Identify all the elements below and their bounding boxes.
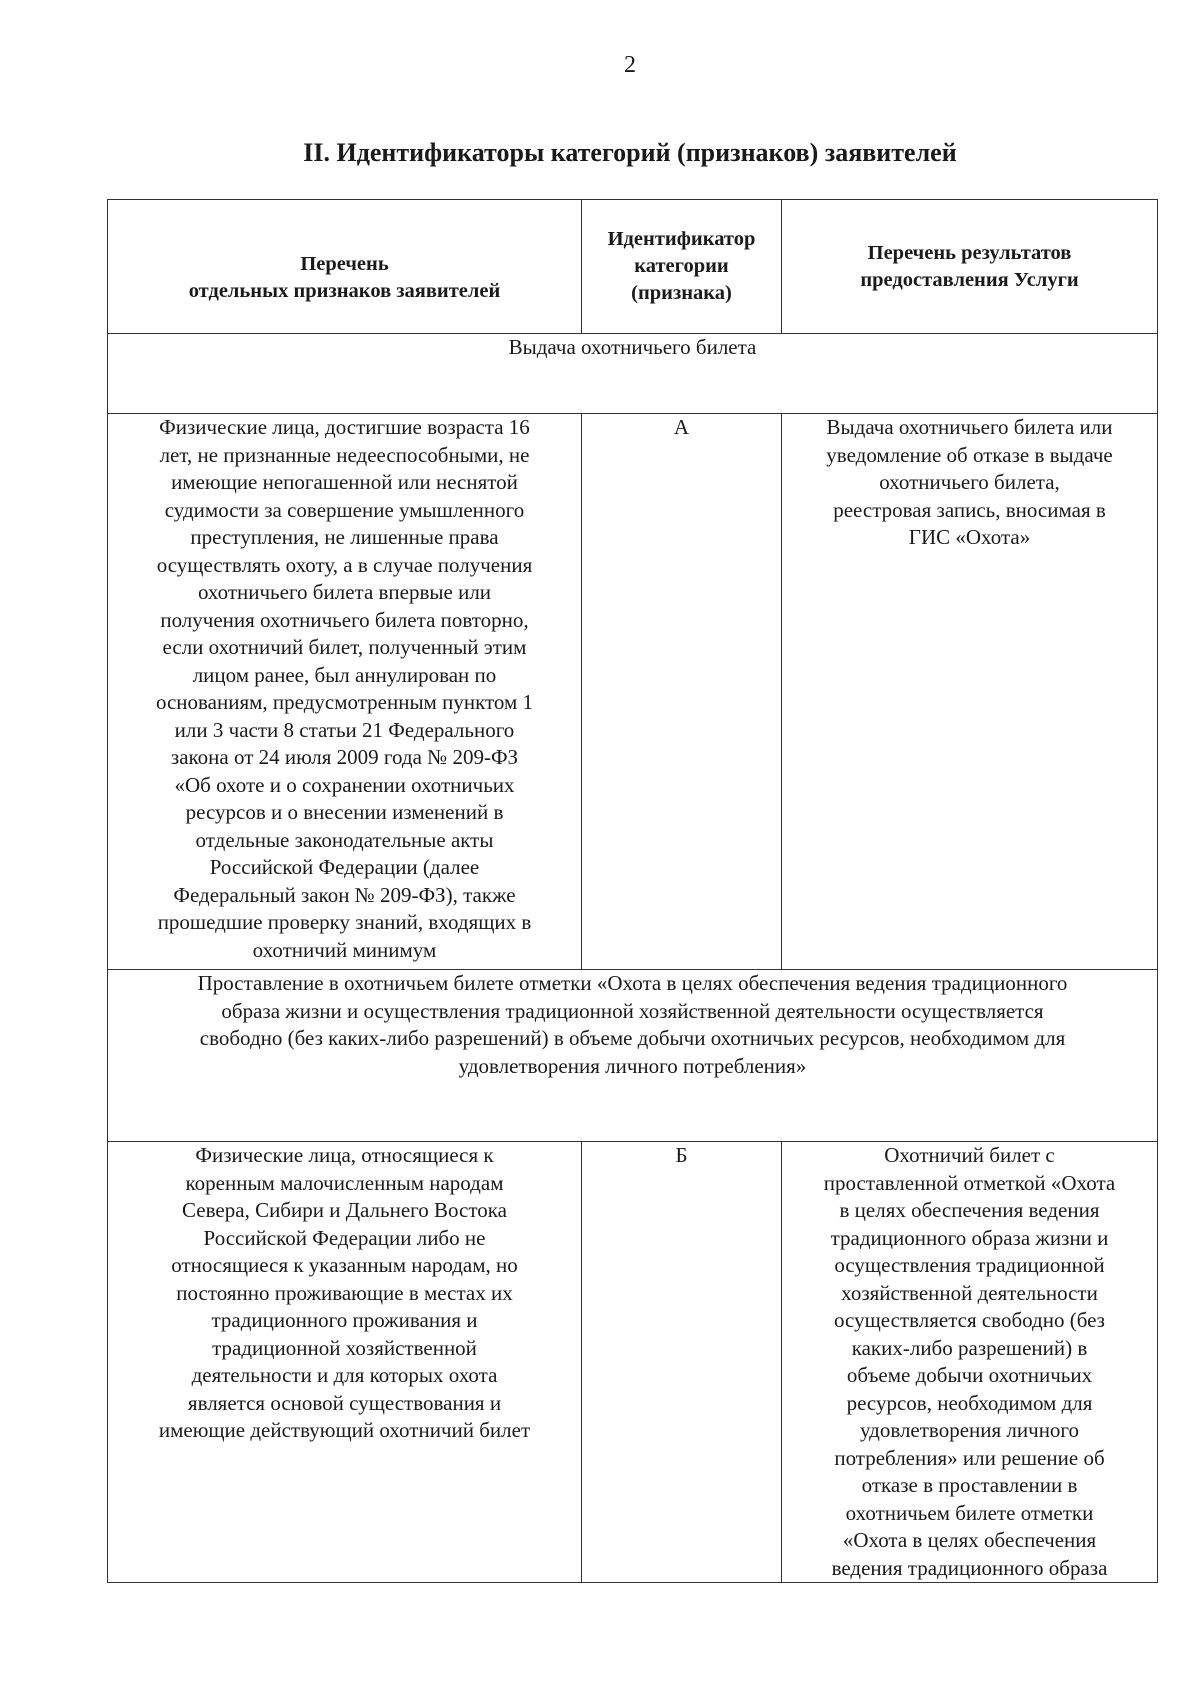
header-applicant-criteria: Перечень отдельных признаков заявителей — [108, 200, 582, 334]
service-result-cell: Охотничий билет с проставленной отметкой «Охота в целях обеспечения ведения традиционного образа жизни и осуществления традиционной хозяйственной деятельности осуществляется свободно (без каких-либо разрешений) в объеме добычи охотничьих ресурсов, необходимом для удовлетворения личного потребления» или решение об отказе в проставлении в охотничьем билете отметки «Охота в целях обеспечения ведения традиционного образа — [782, 1142, 1158, 1583]
category-id-cell: А — [582, 414, 782, 970]
category-id-cell: Б — [582, 1142, 782, 1583]
header-category-id: Идентификатор категории (признака) — [582, 200, 782, 334]
applicant-criteria-cell: Физические лица, относящиеся к коренным малочисленным народам Севера, Сибири и Дальнего Востока Российской Федерации либо не относящиеся к указанным народам, но постоянно проживающие в местах их традиционного проживания и традиционной хозяйственной деятельности и для которых охота является основой существования и имеющие действующий охотничий билет — [108, 1142, 582, 1583]
header-service-results: Перечень результатов предоставления Услуги — [782, 200, 1158, 334]
table-row — [108, 414, 1158, 970]
page-number: 2 — [624, 52, 636, 78]
section-row-traditional-hunting-mark — [108, 970, 1158, 1142]
applicant-criteria-cell: Физические лица, достигшие возраста 16 лет, не признанные недееспособными, не имеющие непогашенной или неснятой судимости за совершение умышленного преступления, не лишенные права осуществлять охоту, а в случае получения охотничьего билета впервые или получения охотничьего билета повторно, если охотничий билет, полученный этим лицом ранее, был аннулирован по основаниям, предусмотренным пунктом 1 или 3 части 8 статьи 21 Федерального закона от 24 июля 2009 года № 209-ФЗ «Об охоте и о сохранении охотничьих ресурсов и о внесении изменений в отдельные законодательные акты Российской Федерации (далее Федеральный закон № 209-ФЗ), также прошедшие проверку знаний, входящих в охотничий минимум — [108, 414, 582, 970]
service-result-cell: Выдача охотничьего билета или уведомление об отказе в выдаче охотничьего билета, реестровая запись, вносимая в ГИС «Охота» — [782, 414, 1158, 970]
table-row — [108, 1142, 1158, 1583]
section-title: II. Идентификаторы категорий (признаков) заявителей — [303, 138, 957, 167]
section-title-hunting-ticket: Выдача охотничьего билета — [108, 334, 1158, 414]
section-title-traditional-hunting-mark: Проставление в охотничьем билете отметки «Охота в целях обеспечения ведения традиционного образа жизни и осуществления традиционной хозяйственной деятельности осуществляется свободно (без каких-либо разрешений) в объеме добычи охотничьих ресурсов, необходимом для удовлетворения личного потребления» — [108, 970, 1158, 1142]
applicant-categories-table — [107, 199, 1158, 1583]
section-row-hunting-ticket — [108, 334, 1158, 414]
table-header-row — [108, 200, 1158, 334]
